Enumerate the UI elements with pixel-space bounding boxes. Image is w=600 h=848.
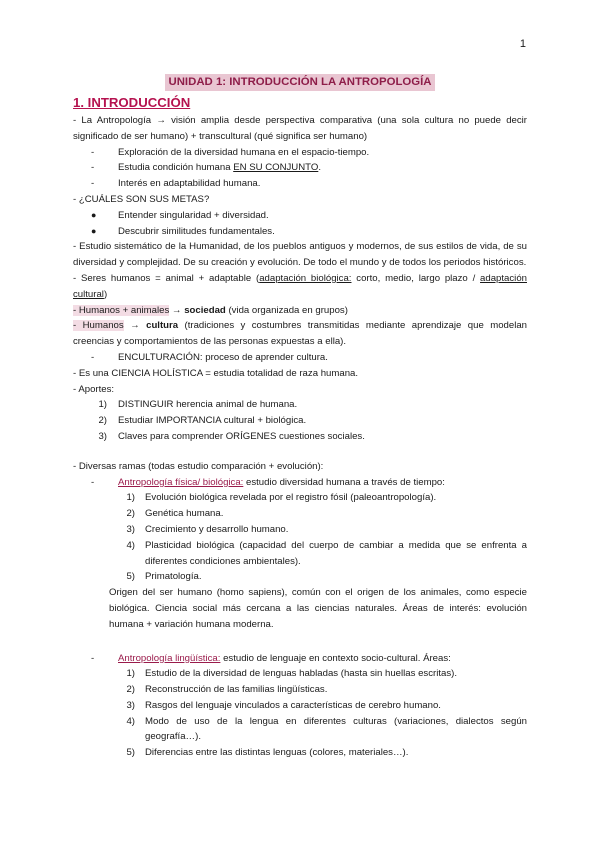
- document-body: [73, 74, 527, 761]
- list-item: 2) Genética humana.: [126, 508, 224, 520]
- list-item: 4) Plasticidad biológica (capacidad del cuerpo de cambiar a medida que se enfrenta a diferentes condiciones ambientales).: [126, 539, 527, 567]
- humanos-cultura-paragraph: - Humanos → cultura (tradiciones y costumbres transmitidas mediante aprendizaje que modelan creencias y comportamientos de las personas expuestas a ella).: [73, 320, 527, 348]
- intro-paragraph: - La Antropología → visión amplia desde perspectiva comparativa (una sola cultura no puede decir significado de ser humano) + transcultural (qué significa ser humano): [73, 115, 528, 142]
- rama-fisica: - Antropología física/ biológica: estudio diversidad humana a través de tiempo:: [91, 476, 445, 488]
- list-item: - Exploración de la diversidad humana en el espacio-tiempo.: [91, 146, 370, 158]
- list-item: 2) Reconstrucción de las familias lingüísticas.: [126, 684, 328, 696]
- list-item: - ENCULTURACIÓN: proceso de aprender cultura.: [91, 351, 328, 363]
- metas-heading: - ¿CUÁLES SON SUS METAS?: [73, 193, 210, 205]
- list-item: 1) Estudio de la diversidad de lenguas habladas (hasta sin huellas escritas).: [126, 668, 457, 680]
- bullet-icon: ●: [91, 209, 97, 220]
- unit-title: UNIDAD 1: INTRODUCCIÓN LA ANTROPOLOGÍA: [165, 74, 434, 91]
- list-item: 2) Estudiar IMPORTANCIA cultural + biológica.: [98, 415, 307, 427]
- bullet-icon: ●: [91, 225, 97, 236]
- humanos-animales-paragraph: - Humanos + animales → sociedad (vida organizada en grupos): [73, 304, 348, 316]
- list-item: 1) Evolución biológica revelada por el registro fósil (paleoantropología).: [126, 492, 437, 504]
- list-item: - Interés en adaptabilidad humana.: [91, 178, 261, 190]
- list-item: - Estudia condición humana EN SU CONJUNTO.: [91, 162, 321, 174]
- holistica-paragraph: - Es una CIENCIA HOLÍSTICA = estudia totalidad de raza humana.: [73, 367, 359, 379]
- ramas-heading: - Diversas ramas (todas estudio comparación + evolución):: [73, 460, 324, 472]
- list-item: 1) DISTINGUIR herencia animal de humana.: [98, 399, 298, 411]
- section-title: 1. INTRODUCCIÓN: [73, 95, 191, 110]
- estudio-paragraph: - Estudio sistemático de la Humanidad, de los pueblos antiguos y modernos, de sus estilos de vida, de su diversidad y complejidad. De su creación y evolución. De todo el mundo y de todos los periodos históricos.: [73, 241, 527, 269]
- rama-linguistica: - Antropología lingüística: estudio de lenguaje en contexto socio-cultural. Áreas:: [91, 652, 451, 664]
- list-item: ● Entender singularidad + diversidad.: [73, 208, 527, 224]
- list-item: 3) Rasgos del lenguaje vinculados a características de cerebro humano.: [126, 699, 441, 711]
- list-item: ● Descubrir similitudes fundamentales.: [73, 224, 527, 240]
- seres-paragraph: - Seres humanos = animal + adaptable (adaptación biológica: corto, medio, largo plazo / adaptación cultural): [73, 272, 527, 300]
- list-item: 5) Primatología.: [126, 571, 202, 583]
- list-item: 3) Crecimiento y desarrollo humano.: [126, 523, 289, 535]
- page-number: 1: [519, 38, 526, 50]
- origen-paragraph: Origen del ser humano (homo sapiens), común con el origen de los animales, como especie biológica. Ciencia social más cercana a las ciencias naturales. Áreas de interés: evolución humana + variación humana moderna.: [109, 587, 527, 630]
- list-item: 3) Claves para comprender ORÍGENES cuestiones sociales.: [98, 430, 365, 442]
- list-item: 5) Diferencias entre las distintas lenguas (colores, materiales…).: [126, 747, 409, 759]
- list-item: 4) Modo de uso de la lengua en diferentes culturas (variaciones, dialectos según geografía…).: [126, 715, 527, 743]
- aportes-heading: - Aportes:: [73, 383, 115, 395]
